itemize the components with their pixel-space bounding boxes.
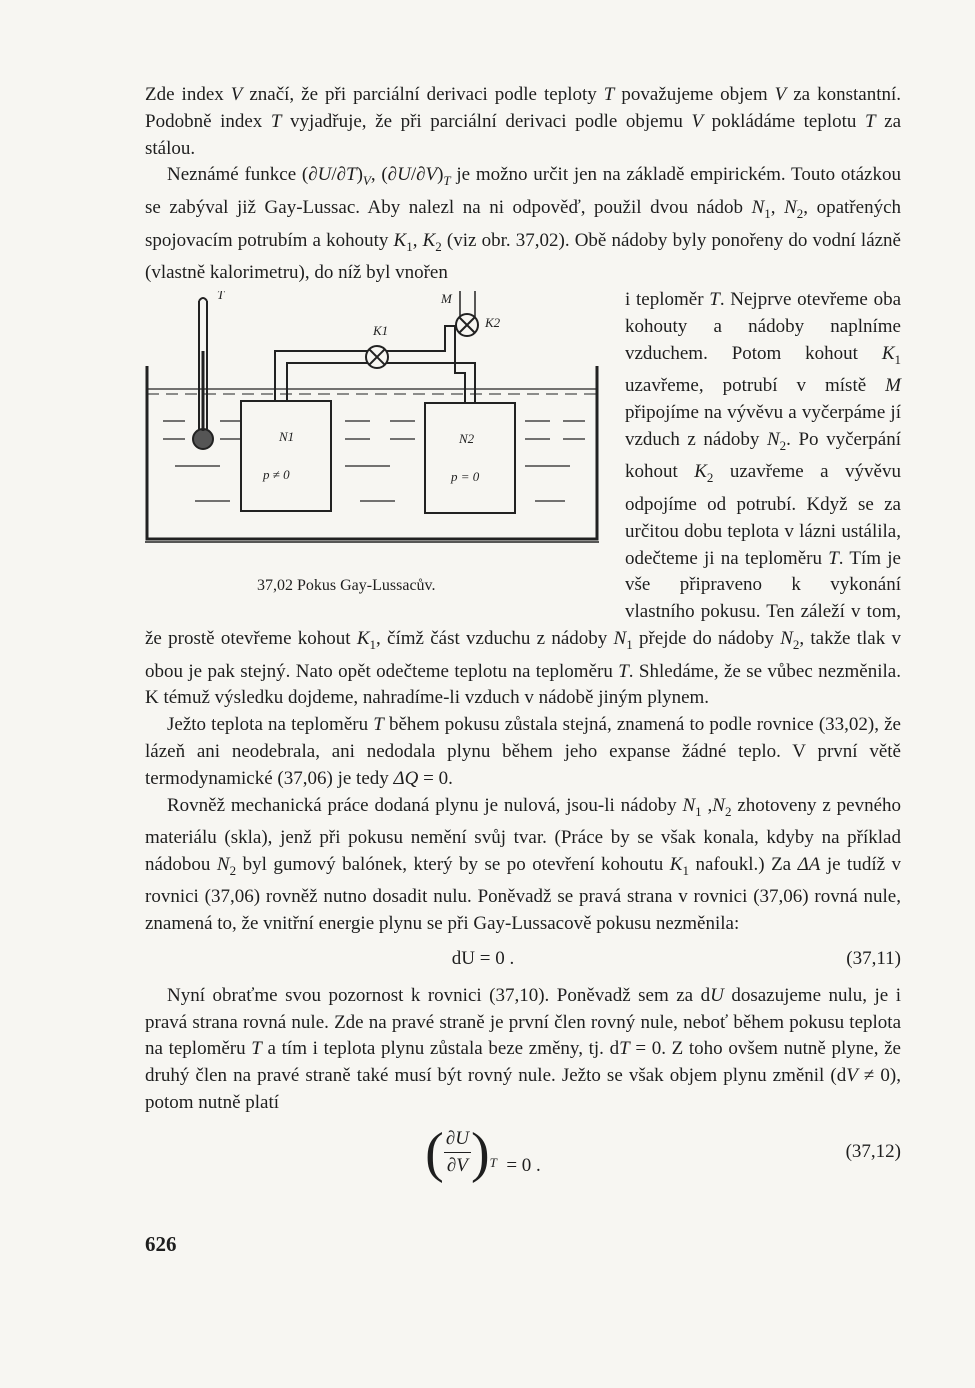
paragraph-2b: i teploměr T. Nejprve otevřeme oba kohouty a nádoby naplníme vzduchem. Potom kohout $K_1$ uzavřeme, potrubí v místě M připojíme na vývěvu a vyčerpáme jí vzduch z nádoby $N_2$. Po vyčerpání kohout $K_2$ uzavřeme a vývěvu odpojíme od potrubí. Když se za určitou dobu teplota v lázni ustálila, odečteme ji na teploměru T. Tím je vše připraveno k vykonání vlastního pokusu. Ten záleží v tom, že prostě otevřeme kohout $K_1$, čímž část vzduchu z nádoby $N_1$ přejde do nádoby $N_2$, takže tlak v obou je pak stejný. Nato opět odečteme teplotu na teploměru T. Shledáme, že se vůbec nezměnila. K témuž výsledku dojdeme, nahradíme-li vzduch v nádobě jiným plynem.: [145, 288, 902, 709]
label-m: M: [441, 290, 452, 306]
label-p-nonzero: p ≠ 0: [263, 466, 290, 482]
fraction-numerator: ∂U: [444, 1126, 471, 1154]
equation-37-11: [145, 946, 901, 973]
fraction-denominator: ∂V: [446, 1155, 468, 1177]
paragraph-4: Rovněž mechanická práce dodaná plynu je nulová, jsou-li nádoby $N_1$ $,N_2$ zhotoveny z pevného materiálu (skla), jenž při pokusu nemění svůj tvar. (Práce by se však konala, kdyby na příklad nádobou $N_2$ byl gumový balónek, který by se po otevření kohoutu $K_1$ nafoukl.) Za ΔA je tudíž v rovnici (37,06) rovněž nutno dosadit nulu. Poněvadž se pravá strana v rovnici (37,06) rovná nule, znamená to, že vnitřní energie plynu se při Gay-Lussacově pokusu nezměnila:: [145, 794, 902, 935]
equation-37-11-formula: dU = 0 .: [451, 948, 515, 970]
equation-37-12-number: (37,12): [845, 1141, 901, 1163]
label-n2: N2: [459, 430, 475, 446]
figure-caption: 37,02 Pokus Gay-Lussacův.: [257, 576, 436, 594]
page-body: [145, 82, 901, 1191]
label-k2: K2: [485, 314, 501, 330]
paragraph-2a: Neznámé funkce $(\partial U/\partial T)_V$, $(\partial U/\partial V)_T$ je možno určit jen na základě empirickém. Touto otázkou se zabýval již Gay-Lussac. Aby nalezl na ni odpověď, použil dvou nádob $N_1$, $N_2$, opatřených spojovacím potrubím a kohouty $K_1$, $K_2$ (viz obr. 37,02). Obě nádoby byly ponořeny do vodní lázně (vlastně kalorimetru), do níž byl vnořen: [145, 164, 902, 284]
subscript-t: T: [489, 1155, 497, 1171]
partial-derivative: [425, 1121, 497, 1184]
equation-rhs: = 0 .: [506, 1154, 541, 1176]
label-n1: N1: [279, 428, 295, 444]
label-p-zero: p = 0: [451, 468, 480, 484]
label-thermometer: T: [217, 290, 225, 302]
paragraph-1: Zde index V značí, že při parciální derivaci podle teploty T považujeme objem V za konstantní. Podobně index T vyjadřuje, že při parciální derivaci podle objemu V pokládáme teplotu T za stálou.: [145, 84, 902, 159]
figure-gay-lussac: [145, 291, 625, 611]
paren-left: (: [425, 1121, 444, 1184]
page-number: 626: [145, 1232, 177, 1256]
paragraph-3: Ježto teplota na teploměru T během pokusu zůstala stejná, znamená to podle rovnice (33,02), že lázeň ani neodebrala, ani nedodala plynu během jeho expanse žádné teplo. V první větě termodynamické (37,06) je tedy ΔQ = 0.: [145, 714, 901, 789]
equation-37-12: [145, 1121, 901, 1184]
equation-37-12-formula: [145, 1121, 821, 1184]
paragraph-5: Nyní obraťme svou pozornost k rovnici (37,10). Poněvadž sem za dU dosazujeme nulu, je i pravá strana rovná nule. Zde na pravé straně je první člen rovný nule, neboť během pokusu teplota na teploměru T a tím i teplota plynu zůstala beze změny, tj. dT = 0. Z toho ovšem nutně plyne, že druhý člen na pravé straně také musí být rovný nule. Ježto se však objem plynu změnil (dV ≠ 0), potom nutně platí: [145, 984, 901, 1114]
fraction: [444, 1126, 471, 1181]
paren-right: ): [470, 1121, 490, 1184]
label-k1: K1: [373, 322, 389, 338]
equation-37-11-number: (37,11): [846, 948, 901, 970]
apparatus-diagram: [145, 291, 615, 571]
